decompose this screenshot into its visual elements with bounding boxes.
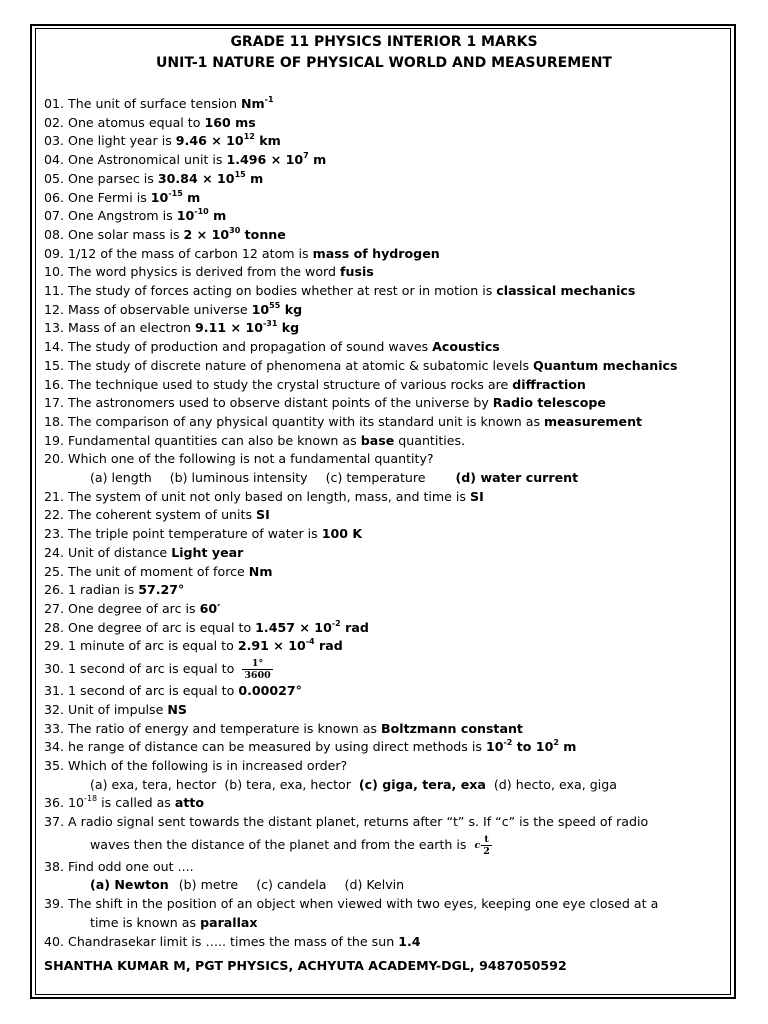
formula-c-coefficient: c <box>474 839 481 851</box>
page-title: GRADE 11 PHYSICS INTERIOR 1 MARKS <box>230 34 538 50</box>
question-19: 19. Fundamental quantities can also be known as base quantities. <box>44 432 466 448</box>
question-32: 32. Unit of impulse NS <box>44 701 187 717</box>
question-27: 27. One degree of arc is 60′ <box>44 600 221 616</box>
question-11: 11. The study of forces acting on bodies whether at rest or in motion is classical mechanics <box>44 283 636 299</box>
question-33: 33. The ratio of energy and temperature is known as Boltzmann constant <box>44 720 523 736</box>
question-20: 20. Which one of the following is not a fundamental quantity? <box>44 451 434 467</box>
option-a: (a) length <box>90 470 152 486</box>
question-10: 10. The word physics is derived from the word fusis <box>44 264 374 280</box>
question-06: 06. One Fermi is $10^{-15}$ m <box>44 188 201 205</box>
question-34: 34. he range of distance can be measured by using direct methods is $10^{-2}$ to $10^2$ m <box>44 738 577 755</box>
option-a: (a) exa, tera, hector <box>90 776 217 792</box>
question-39-cont: time is known as parallax <box>90 914 258 930</box>
question-02: 02. One atomus equal to 160 ms <box>44 114 256 130</box>
option-c: (c) candela <box>256 877 327 893</box>
option-d: (d) Kelvin <box>344 877 405 893</box>
question-01: 01. The unit of surface tension $Nm^{-1}$ <box>44 95 274 111</box>
option-c-answer: (c) giga, tera, exa <box>358 776 486 792</box>
question-12: 12. Mass of observable universe $10^{55}$ kg <box>44 300 303 317</box>
question-list <box>44 95 724 951</box>
question-18: 18. The comparison of any physical quantity with its standard unit is known as measurement <box>44 413 643 429</box>
fraction-1deg-3600: $\frac{1^\circ}{3600}$ <box>244 658 271 682</box>
question-22: 22. The coherent system of units SI <box>44 507 270 523</box>
author-footer: SHANTHA KUMAR M, PGT PHYSICS, ACHYUTA ACADEMY-DGL, 9487050592 <box>44 958 567 973</box>
question-04: 04. One Astronomical unit is $1.496 \times 10^7$ m <box>44 151 327 168</box>
question-38-options <box>44 876 724 895</box>
question-20-options <box>44 469 724 488</box>
question-39: 39. The shift in the position of an object when viewed with two eyes, keeping one eye closed at a <box>44 896 659 912</box>
question-07: 07. One Angstrom is $10^{-10}$ m <box>44 207 227 224</box>
question-35-options <box>44 776 724 795</box>
option-d-answer: (d) water current <box>455 470 579 486</box>
question-38: 38. Find odd one out .... <box>44 858 194 874</box>
question-26: 26. 1 radian is 57.27° <box>44 582 185 598</box>
question-28: 28. One degree of arc is equal to $1.457 \times 10^{-2}$ rad <box>44 618 369 635</box>
question-21: 21. The system of unit not only based on length, mass, and time is SI <box>44 488 484 504</box>
question-37: 37. A radio signal sent towards the distant planet, returns after “t” s. If “c” is the speed of radio <box>44 814 649 830</box>
option-b: (b) tera, exa, hector <box>224 776 351 792</box>
option-a-answer: (a) Newton <box>90 877 169 893</box>
question-03: 03. One light year is $9.46 \times 10^{12}$ km <box>44 132 281 149</box>
question-37-cont: waves then the distance of the planet and from the earth is c $\frac{t}{2}$ <box>90 833 490 857</box>
fraction-t-over-2: $\frac{t}{2}$ <box>483 833 490 857</box>
question-05: 05. One parsec is $30.84 \times 10^{15}$ m <box>44 169 264 186</box>
question-08: 08. One solar mass is $2 \times 10^{30}$ tonne <box>44 225 286 242</box>
question-29: 29. 1 minute of arc is equal to $2.91 \times 10^{-4}$ rad <box>44 637 343 654</box>
option-d: (d) hecto, exa, giga <box>493 776 617 792</box>
question-23: 23. The triple point temperature of water is 100 K <box>44 526 363 542</box>
question-15: 15. The study of discrete nature of phenomena at atomic & subatomic levels Quantum mechanics <box>44 357 678 373</box>
option-c: (c) temperature <box>325 470 426 486</box>
question-09: 09. 1/12 of the mass of carbon 12 atom is mass of hydrogen <box>44 245 440 261</box>
question-31: 31. 1 second of arc is equal to 0.00027° <box>44 683 302 699</box>
question-24: 24. Unit of distance Light year <box>44 544 244 560</box>
question-35: 35. Which of the following is in increased order? <box>44 757 348 773</box>
option-b: (b) luminous intensity <box>169 470 308 486</box>
page-subtitle: UNIT-1 NATURE OF PHYSICAL WORLD AND MEASUREMENT <box>156 55 612 71</box>
question-30: 30. 1 second of arc is equal to $\frac{1^\circ}{3600}$ <box>44 658 271 682</box>
option-b: (b) metre <box>178 877 239 893</box>
question-16: 16. The technique used to study the crystal structure of various rocks are diffraction <box>44 376 586 392</box>
question-40: 40. Chandrasekar limit is ….. times the mass of the sun 1.4 <box>44 933 421 949</box>
question-36: 36. $10^{-18}$ is called as atto <box>44 794 205 811</box>
question-25: 25. The unit of moment of force Nm <box>44 563 273 579</box>
question-13: 13. Mass of an electron $9.11 \times 10^{-31}$ kg <box>44 319 300 336</box>
question-14: 14. The study of production and propagation of sound waves Acoustics <box>44 339 500 355</box>
question-17: 17. The astronomers used to observe distant points of the universe by Radio telescope <box>44 395 606 411</box>
